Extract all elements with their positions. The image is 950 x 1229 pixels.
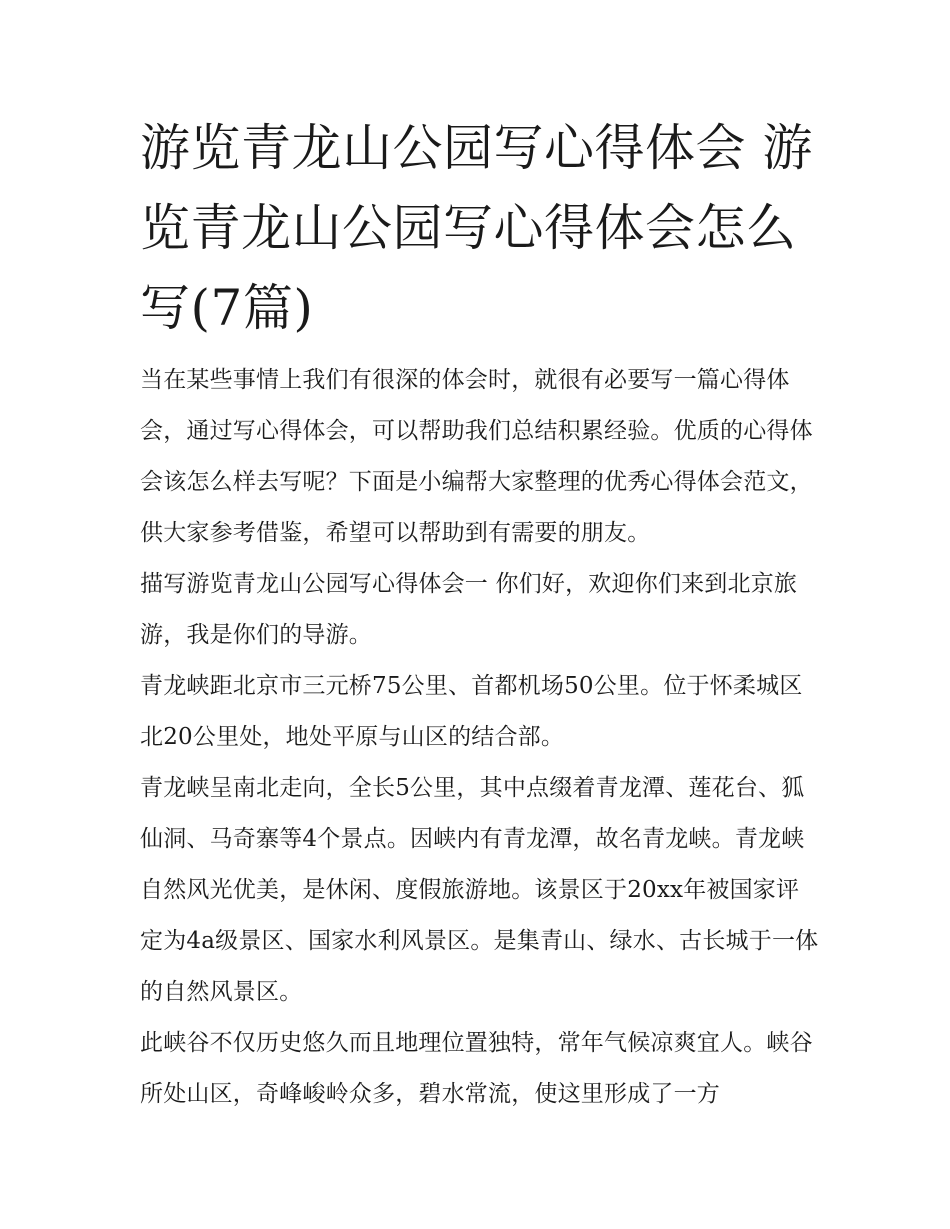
paragraph-location: 青龙峡距北京市三元桥75公里、首都机场50公里。位于怀柔城区北20公里处，地处平原与山区的结合部。: [140, 673, 803, 750]
paragraph-history: 此峡谷不仅历史悠久而且地理位置独特，常年气候凉爽宜人。峡谷所处山区，奇峰峻岭众多，碧水常流，使这里形成了一方: [140, 1030, 813, 1107]
document-title: 游览青龙山公园写心得体会 游览青龙山公园写心得体会怎么写(7篇): [140, 119, 813, 337]
paragraph-greeting: 描写游览青龙山公园写心得体会一 你们好，欢迎你们来到北京旅游，我是你们的导游。: [140, 571, 798, 648]
document-body: [140, 355, 820, 1120]
paragraph-scenery: 青龙峡呈南北走向，全长5公里，其中点缀着青龙潭、莲花台、狐仙洞、马奇寨等4个景点。因峡内有青龙潭，故名青龙峡。青龙峡自然风光优美，是休闲、度假旅游地。该景区于20xx年被国家评定为4a级景区、国家水利风景区。是集青山、绿水、古长城于一体的自然风景区。: [140, 775, 819, 1005]
paragraph-intro: 当在某些事情上我们有很深的体会时，就很有必要写一篇心得体会，通过写心得体会，可以帮助我们总结积累经验。优质的心得体会该怎么样去写呢？下面是小编帮大家整理的优秀心得体会范文，供大家参考借鉴，希望可以帮助到有需要的朋友。: [140, 367, 813, 546]
